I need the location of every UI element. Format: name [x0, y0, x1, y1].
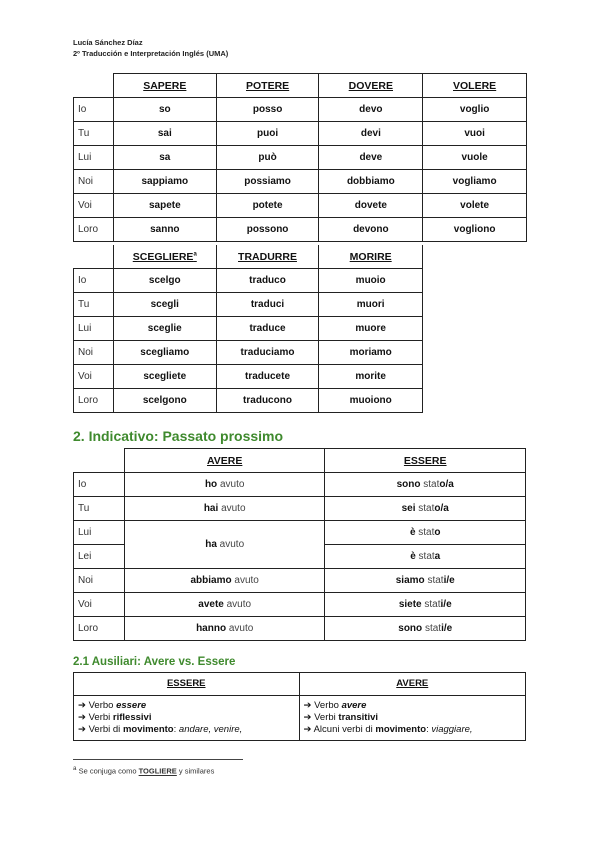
- verb-form: potete: [216, 194, 319, 218]
- verb-form: morite: [319, 365, 423, 389]
- avere-form: hai avuto: [124, 497, 325, 521]
- list-item: ➔ Verbi transitivi: [303, 712, 379, 723]
- header-avere: AVERE: [124, 449, 325, 473]
- footnote-marker: a: [193, 251, 197, 257]
- list-item: ➔ Verbi di movimento: andare, venire,: [78, 724, 243, 735]
- verb-form: sceglie: [113, 317, 216, 341]
- table-row: [74, 98, 527, 122]
- essere-form: siamo stati/e: [325, 569, 526, 593]
- person-label: Noi: [74, 341, 114, 365]
- author-name: Lucía Sánchez Díaz: [73, 38, 143, 47]
- header-potere: POTERE: [216, 74, 319, 98]
- table-row: [74, 293, 423, 317]
- verb-form: scelgo: [113, 269, 216, 293]
- header-volere: VOLERE: [423, 74, 527, 98]
- essere-form: è stato: [325, 521, 526, 545]
- verb-form: vogliono: [423, 218, 527, 242]
- verb-form: muore: [319, 317, 423, 341]
- table-row: [74, 122, 527, 146]
- verb-form: scegliamo: [113, 341, 216, 365]
- table-row: [74, 473, 526, 497]
- verb-form: vogliamo: [423, 170, 527, 194]
- verb-form: deve: [319, 146, 423, 170]
- course-name: 2º Traducción e Interpretación Inglés (UMA): [73, 49, 229, 58]
- avere-form: avete avuto: [124, 593, 325, 617]
- verb-form: sanno: [113, 218, 216, 242]
- verb-form: moriamo: [319, 341, 423, 365]
- verb-form: muoio: [319, 269, 423, 293]
- table-row: [74, 365, 423, 389]
- person-label: Tu: [74, 497, 125, 521]
- header-tradurre: TRADURRE: [216, 245, 319, 269]
- verb-form: possono: [216, 218, 319, 242]
- verb-form: scegliete: [113, 365, 216, 389]
- table-row: [74, 617, 526, 641]
- verb-form: sai: [113, 122, 216, 146]
- list-item: ➔ Verbi riflessivi: [78, 712, 152, 723]
- person-label: Lui: [74, 317, 114, 341]
- list-item: ➔ Verbo essere: [78, 700, 147, 711]
- section-title-ausiliari: 2.1 Ausiliari: Avere vs. Essere: [73, 656, 236, 668]
- verb-form: traduco: [216, 269, 319, 293]
- verb-form: so: [113, 98, 216, 122]
- table-row: [74, 146, 527, 170]
- table-row: [74, 497, 526, 521]
- verb-form: scelgono: [113, 389, 216, 413]
- verb-form: scegli: [113, 293, 216, 317]
- essere-form: sono stato/a: [325, 473, 526, 497]
- person-label: Loro: [74, 218, 114, 242]
- verb-form: vuoi: [423, 122, 527, 146]
- avere-form: abbiamo avuto: [124, 569, 325, 593]
- verb-form: devono: [319, 218, 423, 242]
- person-label: Voi: [74, 365, 114, 389]
- header-essere-aux: ESSERE: [74, 673, 300, 696]
- person-label: Lui: [74, 146, 114, 170]
- avere-usage-list: [299, 696, 526, 741]
- header-essere: ESSERE: [325, 449, 526, 473]
- verb-form: traduciamo: [216, 341, 319, 365]
- person-label: Io: [74, 98, 114, 122]
- header-scegliere: SCEGLIERE$^a$: [113, 245, 216, 269]
- table-row: [74, 194, 527, 218]
- list-item: ➔ Alcuni verbi di movimento: viaggiare,: [303, 724, 473, 735]
- verb-form: dovete: [319, 194, 423, 218]
- verb-form: puoi: [216, 122, 319, 146]
- verb-form: muoiono: [319, 389, 423, 413]
- avere-form: ha avuto: [124, 521, 325, 569]
- person-label: Lei: [74, 545, 125, 569]
- table-row: [74, 569, 526, 593]
- person-label: Voi: [74, 194, 114, 218]
- header-morire: MORIRE: [319, 245, 423, 269]
- verb-form: devi: [319, 122, 423, 146]
- verb-form: può: [216, 146, 319, 170]
- person-label: Io: [74, 269, 114, 293]
- person-label: Lui: [74, 521, 125, 545]
- person-label: Io: [74, 473, 125, 497]
- person-label: Noi: [74, 569, 125, 593]
- essere-form: siete stati/e: [325, 593, 526, 617]
- verb-form: dobbiamo: [319, 170, 423, 194]
- table-row: [74, 341, 423, 365]
- table-row: [74, 218, 527, 242]
- essere-usage-list: [74, 696, 300, 741]
- verb-form: devo: [319, 98, 423, 122]
- verb-form: voglio: [423, 98, 527, 122]
- verb-form: vuole: [423, 146, 527, 170]
- essere-form: sei stato/a: [325, 497, 526, 521]
- footnote-divider: [73, 759, 243, 760]
- verb-form: muori: [319, 293, 423, 317]
- essere-form: sono stati/e: [325, 617, 526, 641]
- essere-form: è stata: [325, 545, 526, 569]
- section-title-passato-prossimo: 2. Indicativo: Passato prossimo: [73, 428, 284, 444]
- person-label: Loro: [74, 617, 125, 641]
- person-label: Tu: [74, 293, 114, 317]
- document-header: [73, 37, 228, 59]
- table-row: [74, 389, 423, 413]
- avere-form: ho avuto: [124, 473, 325, 497]
- person-label: Noi: [74, 170, 114, 194]
- table-row: [74, 170, 527, 194]
- verb-form: traducono: [216, 389, 319, 413]
- footnote: $^a$ Se conjuga como TOGLIERE y similares: [73, 765, 215, 776]
- verb-form: traduci: [216, 293, 319, 317]
- header-dovere: DOVERE: [319, 74, 423, 98]
- table-row: [74, 269, 423, 293]
- verb-form: posso: [216, 98, 319, 122]
- irregular-verbs-table: [73, 245, 423, 413]
- person-label: Voi: [74, 593, 125, 617]
- verb-form: sa: [113, 146, 216, 170]
- verb-form: traducete: [216, 365, 319, 389]
- verb-form: possiamo: [216, 170, 319, 194]
- modal-verbs-table: [73, 73, 527, 242]
- avere-form: hanno avuto: [124, 617, 325, 641]
- table-row: [74, 317, 423, 341]
- verb-form: sapete: [113, 194, 216, 218]
- verb-form: volete: [423, 194, 527, 218]
- header-sapere: SAPERE: [113, 74, 216, 98]
- verb-form: sappiamo: [113, 170, 216, 194]
- table-row: [74, 593, 526, 617]
- verb-form: traduce: [216, 317, 319, 341]
- person-label: Tu: [74, 122, 114, 146]
- passato-prossimo-table: [73, 448, 526, 641]
- table-row: [74, 521, 526, 545]
- header-avere-aux: AVERE: [299, 673, 526, 696]
- person-label: Loro: [74, 389, 114, 413]
- list-item: ➔ Verbo avere: [303, 700, 367, 711]
- ausiliari-table: [73, 672, 526, 741]
